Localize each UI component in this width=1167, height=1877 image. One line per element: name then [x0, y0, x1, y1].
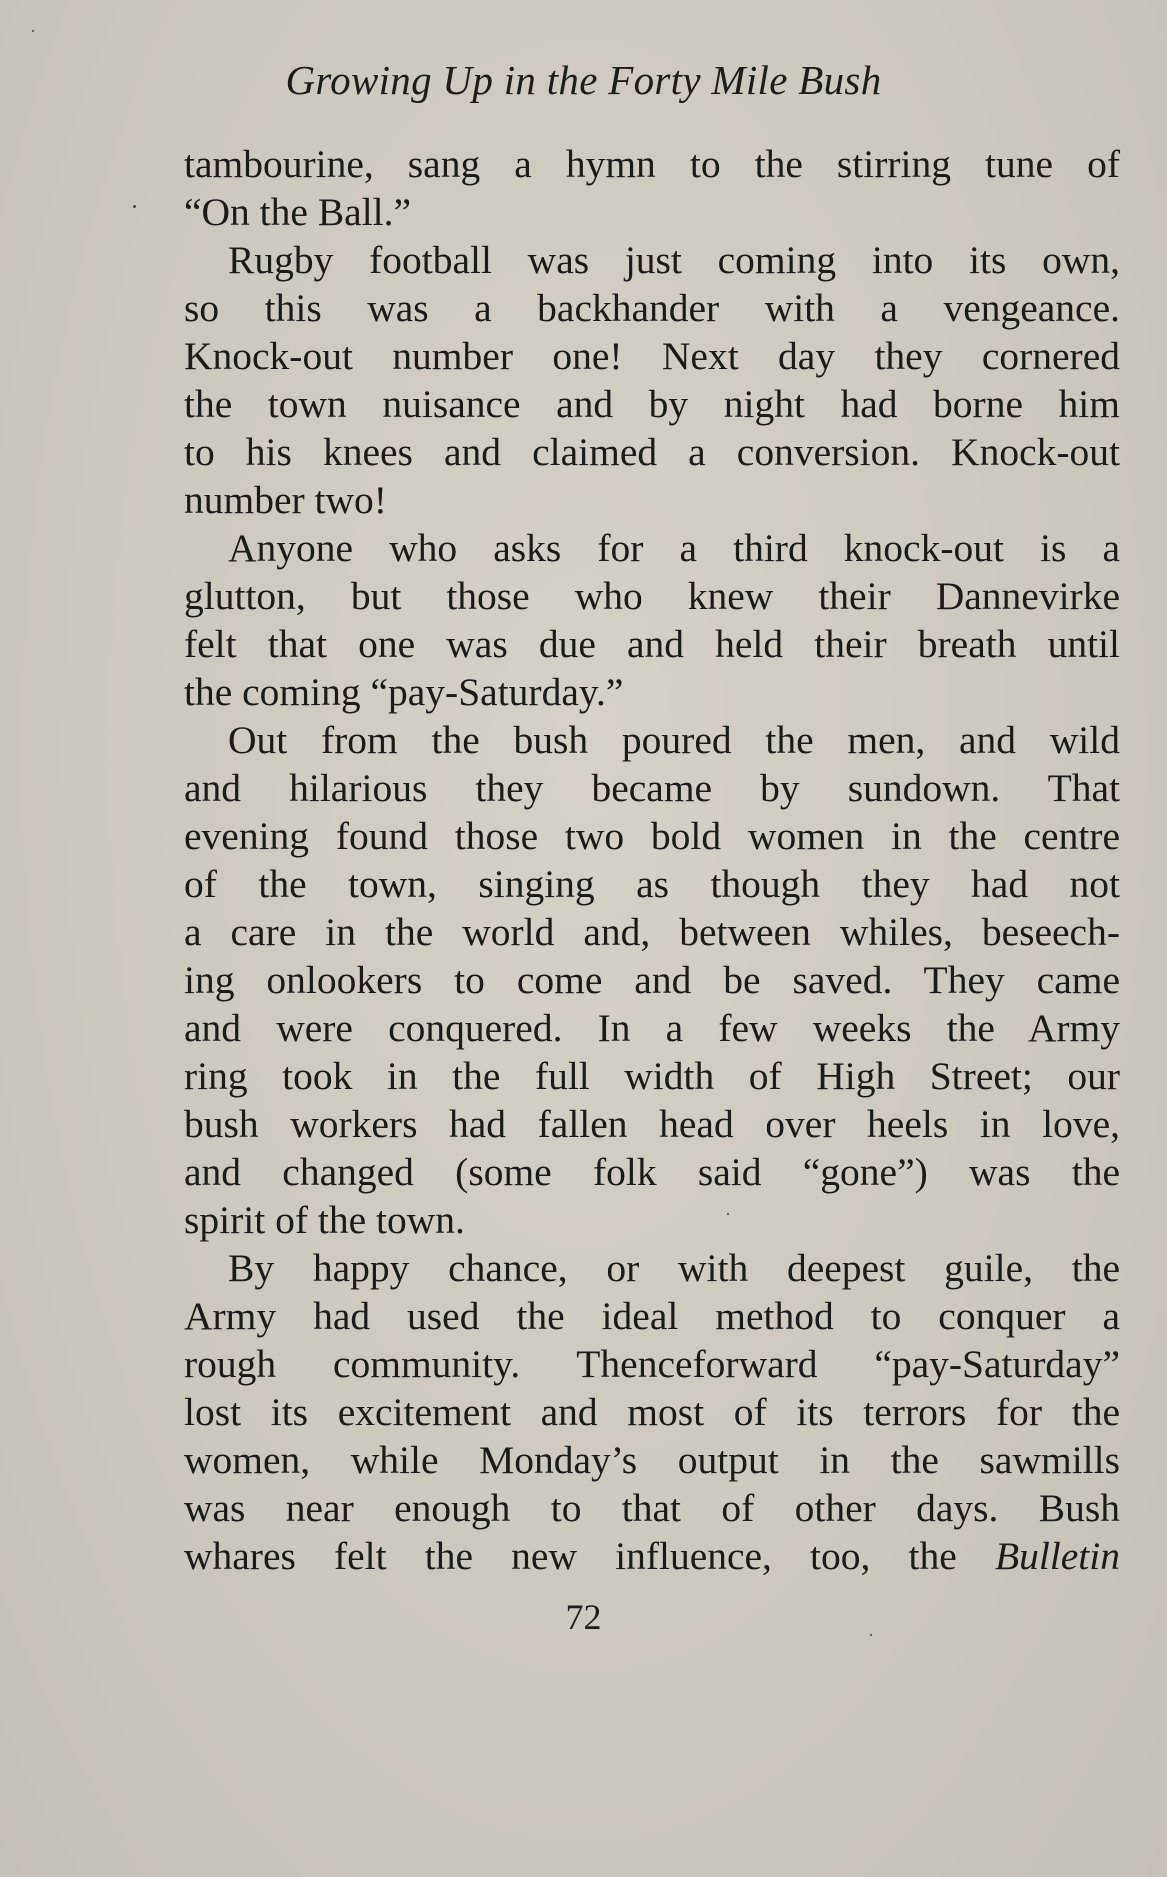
- text-line-content: By happy chance, or with deepest guile, the: [228, 1246, 1120, 1290]
- text-line: [184, 1196, 1120, 1244]
- paper-speck: [32, 30, 34, 32]
- text-line-content: “On the Ball.”: [184, 190, 412, 234]
- text-line: [184, 716, 1120, 764]
- text-line-content: Out from the bush poured the men, and wild: [228, 718, 1120, 762]
- text-line: [184, 1436, 1120, 1484]
- text-line-content: Knock-out number one! Next day they cornered: [184, 334, 1120, 378]
- text-line-content: lost its excitement and most of its terrors for the: [184, 1390, 1120, 1434]
- page-number: 72: [565, 1597, 602, 1637]
- text-line: [184, 572, 1120, 620]
- text-line: [184, 668, 1120, 716]
- text-line-content: the coming “pay-Saturday.”: [184, 670, 624, 714]
- text-line: [184, 236, 1120, 284]
- text-line: [184, 812, 1120, 860]
- text-line: [184, 1484, 1120, 1532]
- text-line-content: rough community. Thenceforward “pay-Saturday”: [184, 1342, 1120, 1386]
- text-line-content: Army had used the ideal method to conquer a: [184, 1294, 1120, 1338]
- text-line: [184, 1100, 1120, 1148]
- text-line-content: ing onlookers to come and be saved. They came: [184, 958, 1120, 1002]
- text-line: [184, 908, 1120, 956]
- text-line: [184, 1532, 1120, 1580]
- text-line-content: and changed (some folk said “gone”) was the: [184, 1150, 1120, 1194]
- body-text: [184, 140, 1120, 1580]
- paper-speck: [727, 1213, 729, 1215]
- text-line: [184, 476, 1120, 524]
- running-head: Growing Up in the Forty Mile Bush: [285, 57, 882, 103]
- text-line: [184, 1148, 1120, 1196]
- text-line: [184, 860, 1120, 908]
- text-line-content: women, while Monday’s output in the sawmills: [184, 1438, 1120, 1482]
- text-line: [184, 1004, 1120, 1052]
- text-line: [184, 1340, 1120, 1388]
- text-line-content: felt that one was due and held their breath until: [184, 622, 1120, 666]
- text-line: [184, 764, 1120, 812]
- text-line: [184, 1052, 1120, 1100]
- text-line: [184, 428, 1120, 476]
- text-line: [184, 140, 1120, 188]
- text-line-content: was near enough to that of other days. Bush: [184, 1486, 1120, 1530]
- text-line-content: and were conquered. In a few weeks the Army: [184, 1006, 1120, 1050]
- text-line-content: to his knees and claimed a conversion. Knock-out: [184, 430, 1120, 474]
- text-line-content: spirit of the town.: [184, 1198, 465, 1242]
- text-line-content: number two!: [184, 478, 387, 522]
- text-line: [184, 1244, 1120, 1292]
- text-line-content: Rugby football was just coming into its own,: [228, 238, 1120, 282]
- text-line-content: evening found those two bold women in the centre: [184, 814, 1120, 858]
- text-line-content: and hilarious they became by sundown. That: [184, 766, 1120, 810]
- text-line: [184, 188, 1120, 236]
- text-line-content: whares felt the new influence, too, the: [184, 1534, 957, 1578]
- text-line: [184, 380, 1120, 428]
- text-line-content: so this was a backhander with a vengeance.: [184, 286, 1120, 330]
- text-line: [184, 1292, 1120, 1340]
- text-line-content: of the town, singing as though they had not: [184, 862, 1120, 906]
- text-line: [184, 956, 1120, 1004]
- text-line: [184, 1388, 1120, 1436]
- text-line-content: the town nuisance and by night had borne him: [184, 382, 1120, 426]
- text-line-content: a care in the world and, between whiles, beseech-: [184, 910, 1120, 954]
- text-line: [184, 284, 1120, 332]
- text-line-content: glutton, but those who knew their Dannevirke: [184, 574, 1120, 618]
- text-line: [184, 524, 1120, 572]
- text-line-content: tambourine, sang a hymn to the stirring tune of: [184, 142, 1120, 186]
- text-line: [184, 332, 1120, 380]
- text-line-content: bush workers had fallen head over heels in love,: [184, 1102, 1120, 1146]
- paper-speck: [870, 1634, 872, 1636]
- text-line-content: Anyone who asks for a third knock-out is a: [228, 526, 1120, 570]
- text-line-content: ring took in the full width of High Street; our: [184, 1054, 1120, 1098]
- paper-speck: [133, 205, 136, 208]
- text-line: [184, 620, 1120, 668]
- italic-title: Bulletin: [994, 1534, 1120, 1578]
